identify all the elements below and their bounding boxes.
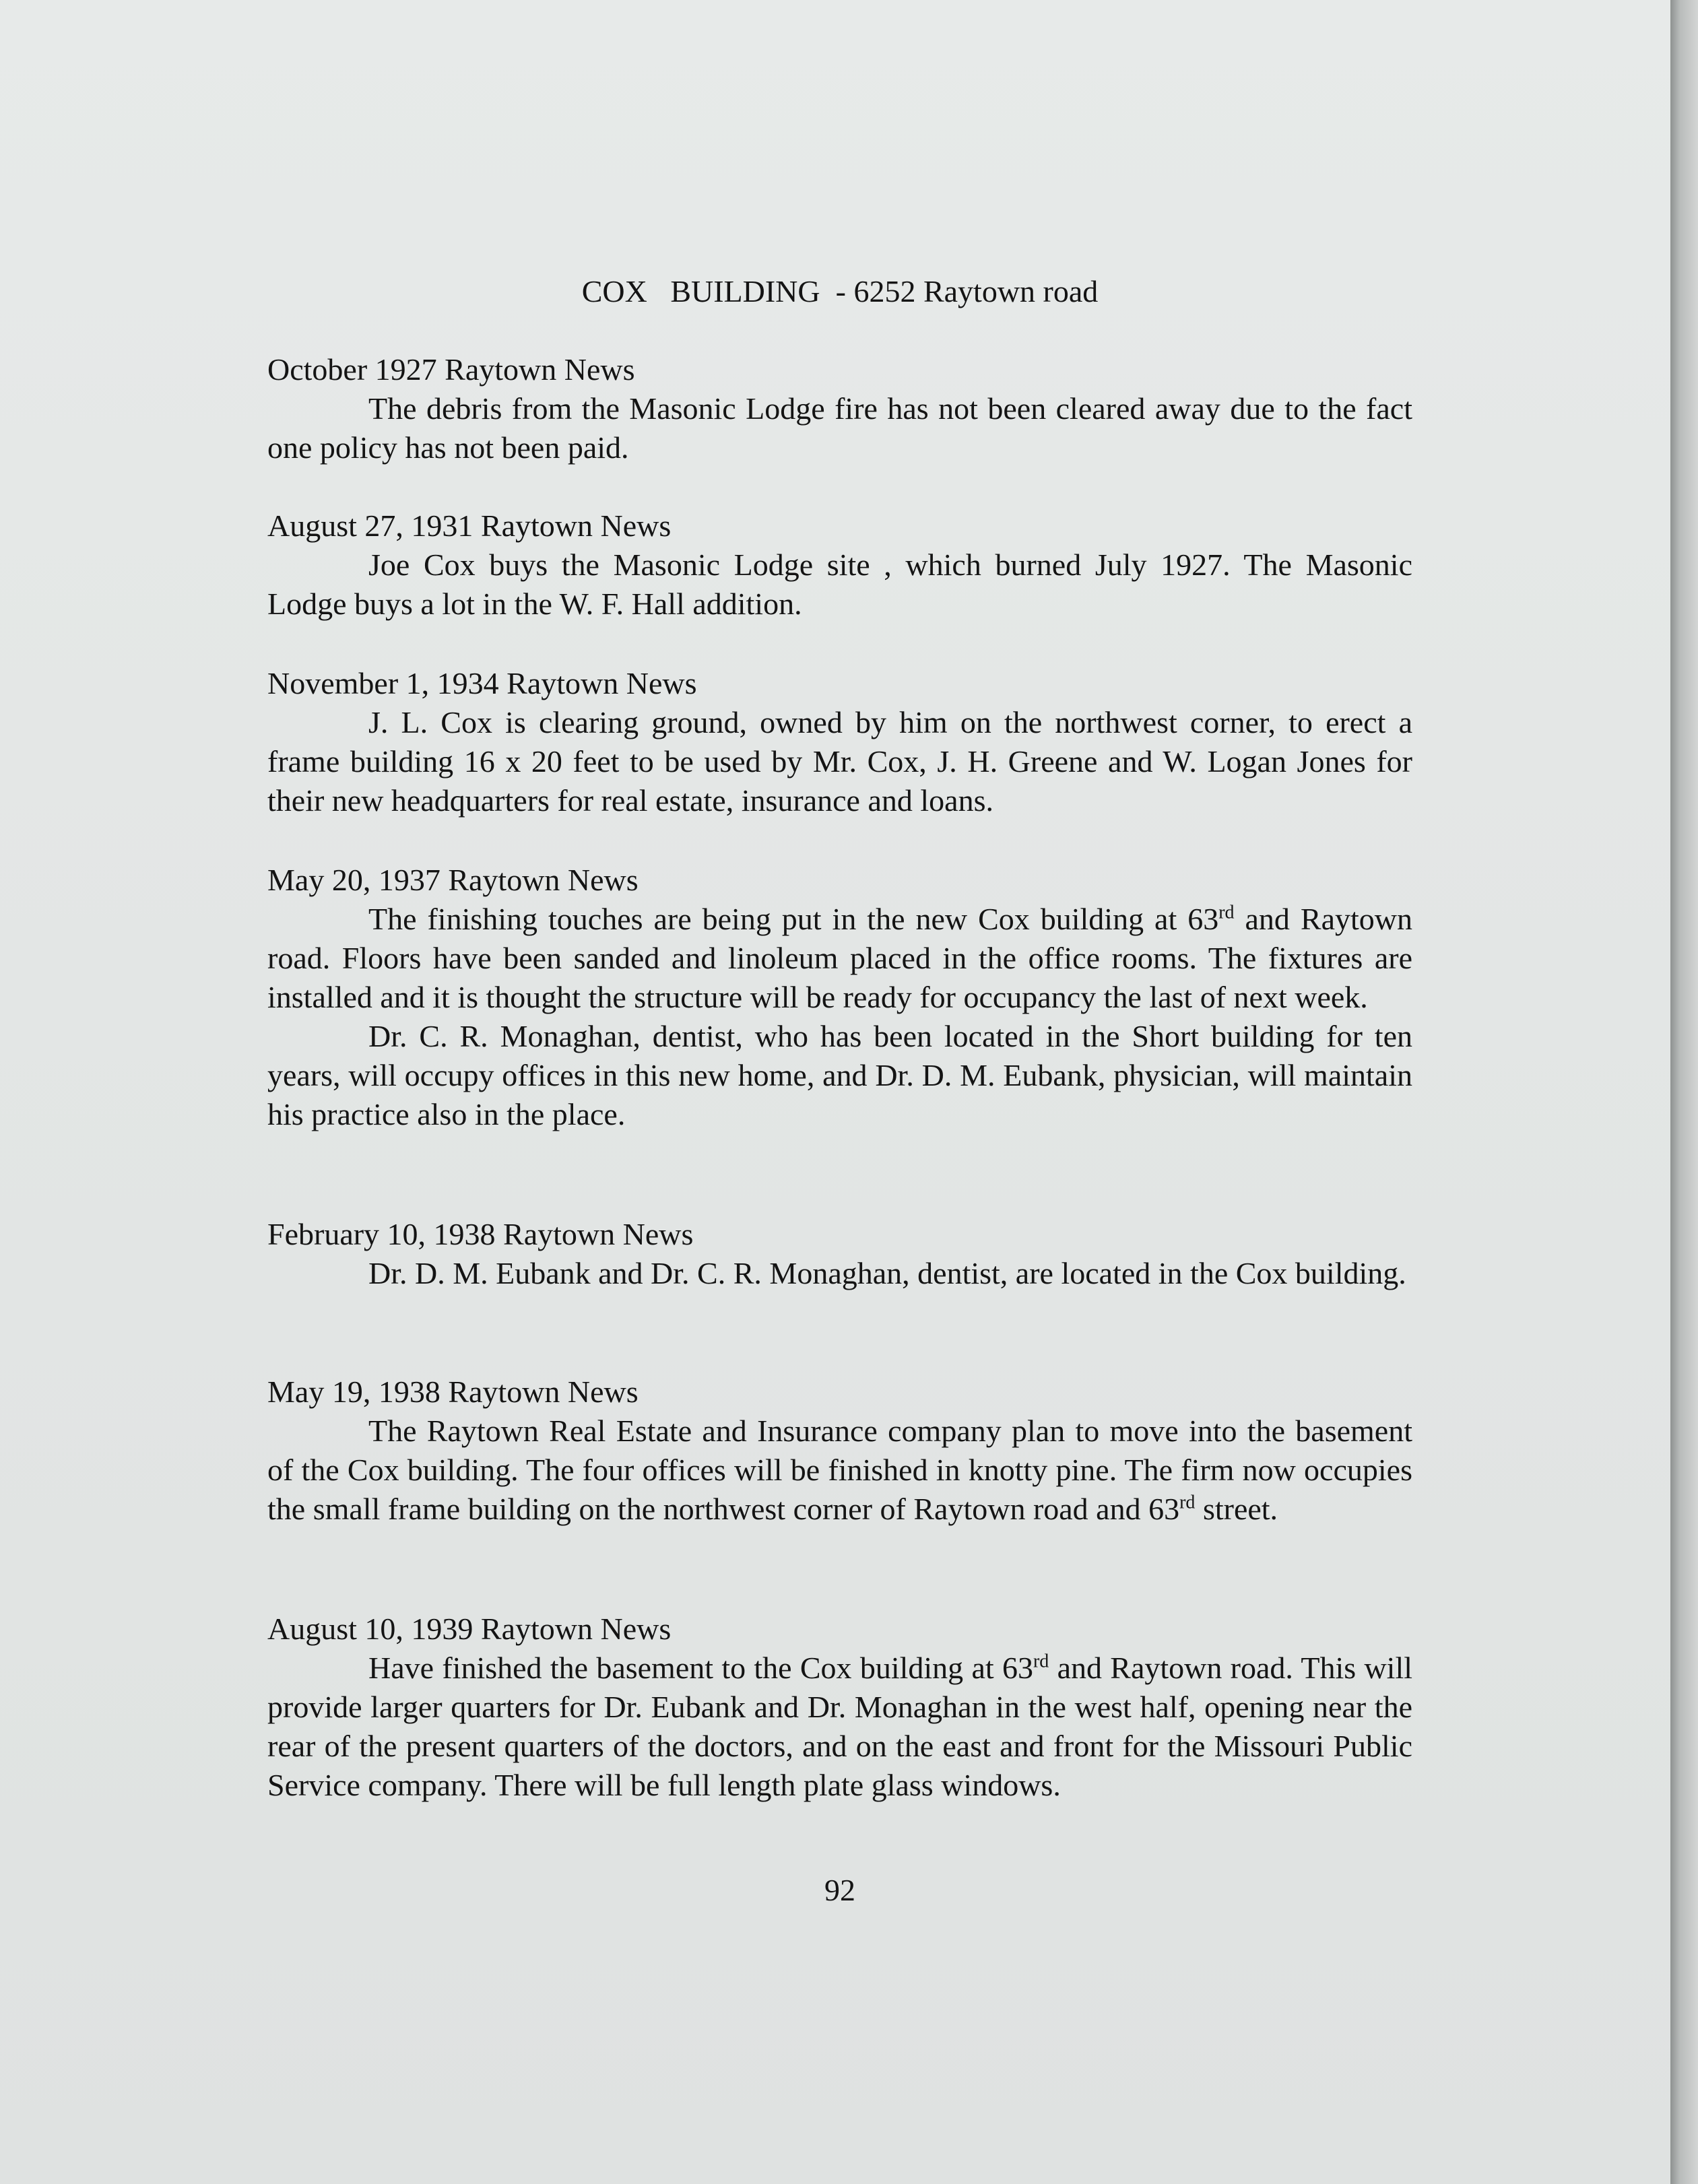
paragraph-text: J. L. Cox is clearing ground, owned by him on the northwest corner, to erect a frame building 16 x 20 feet to be used by Mr. Cox, J. H. Greene and W. Logan Jones for their new headquarters for real estate, insurance and loans. (267, 705, 1412, 818)
news-entry (267, 350, 1412, 467)
entry-date: August 10, 1939 Raytown News (267, 1612, 672, 1646)
news-entry (267, 1372, 1412, 1529)
paragraph-text: and Raytown road. This will provide larger quarters for Dr. Eubank and Dr. Monaghan in the west half, opening near the rear of the present quarters of the doctors, and on the east and front for the Missouri Public Service company. There will be full length plate glass windows. (267, 1651, 1413, 1802)
entry-paragraph (267, 703, 1412, 820)
news-entry (267, 1215, 1412, 1293)
paragraph-text: The Raytown Real Estate and Insurance company plan to move into the basement of the Cox building. The four offices will be finished in knotty pine. The firm now occupies the small frame building on the northwest corner of Raytown road and 63 (267, 1414, 1412, 1526)
entry-paragraph (267, 1254, 1412, 1293)
paragraph-text: Dr. C. R. Monaghan, dentist, who has been located in the Short building for ten years, will occupy offices in this new home, and Dr. D. M. Eubank, physician, will maintain his practice also in the place. (267, 1019, 1412, 1131)
paragraph-text: street. (1195, 1492, 1278, 1526)
news-entry (267, 506, 1412, 624)
entry-paragraph (267, 1017, 1412, 1134)
news-entry (267, 664, 1412, 820)
entry-paragraph (267, 545, 1412, 624)
entry-date: October 1927 Raytown News (267, 352, 635, 387)
ordinal-suffix: rd (1179, 1492, 1196, 1513)
entry-paragraph (267, 1412, 1412, 1529)
ordinal-suffix: rd (1033, 1651, 1049, 1672)
entry-paragraph (267, 389, 1412, 467)
entry-date: August 27, 1931 Raytown News (267, 508, 672, 543)
paragraph-text: The debris from the Masonic Lodge fire has not been cleared away due to the fact one policy has not been paid. (267, 391, 1412, 465)
entry-date: February 10, 1938 Raytown News (267, 1217, 694, 1251)
entry-date: May 19, 1938 Raytown News (267, 1375, 639, 1409)
entry-date: November 1, 1934 Raytown News (267, 666, 697, 700)
document-title: COX BUILDING - 6252 Raytown road (581, 274, 1099, 308)
paragraph-text: Joe Cox buys the Masonic Lodge site , which burned July 1927. The Masonic Lodge buys a lot in the W. F. Hall addition. (267, 548, 1412, 621)
paragraph-text: Have finished the basement to the Cox building at 63 (368, 1651, 1033, 1685)
news-entry (267, 1610, 1412, 1805)
ordinal-suffix: rd (1218, 902, 1235, 923)
entry-paragraph (267, 900, 1412, 1017)
paragraph-text: and Raytown road. Floors have been sanded and linoleum placed in the office rooms. The fixtures are installed and it is thought the structure will be ready for occupancy the last of next week. (267, 902, 1413, 1014)
entry-date: May 20, 1937 Raytown News (267, 863, 639, 897)
page-number: 92 (824, 1873, 855, 1907)
page-edge (1670, 0, 1698, 2184)
news-entry (267, 861, 1412, 1134)
paragraph-text: The finishing touches are being put in the new Cox building at 63 (368, 902, 1219, 936)
paragraph-text: Dr. D. M. Eubank and Dr. C. R. Monaghan, dentist, are located in the Cox building. (368, 1256, 1406, 1290)
entry-paragraph (267, 1649, 1412, 1805)
